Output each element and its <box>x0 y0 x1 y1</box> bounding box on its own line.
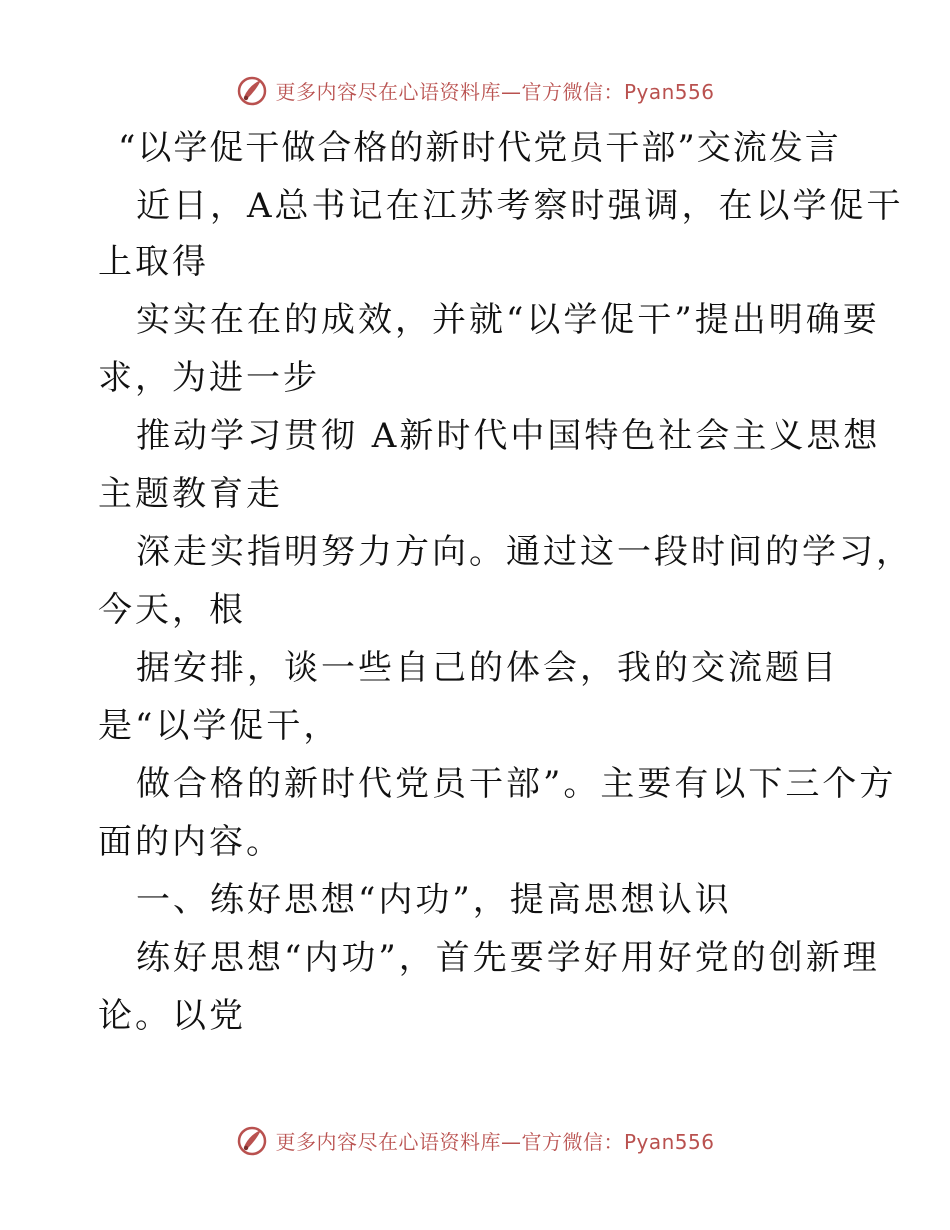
footer-banner-text: 更多内容尽在心语资料库—官方微信：Pyan556 <box>275 1129 715 1154</box>
paragraph-line: 深走实指明努力方向。通过这一段时间的学习， <box>136 532 913 572</box>
paragraph-line: 主题教育走 <box>98 474 283 514</box>
header-banner <box>0 70 950 110</box>
paragraph-line: 上取得 <box>98 242 209 282</box>
paragraph-line: 是“以学促干， <box>98 706 341 746</box>
paragraph-line: 论。以党 <box>98 996 246 1036</box>
header-banner-text: 更多内容尽在心语资料库—官方微信：Pyan556 <box>275 79 715 104</box>
brush-logo-icon <box>235 1123 269 1157</box>
paragraph-line: 实实在在的成效，并就“以学促干”提出明确要 <box>136 300 880 340</box>
paragraph-line: 推动学习贯彻 A新时代中国特色社会主义思想 <box>136 416 881 456</box>
paragraph-line: 练好思想“内功”，首先要学好用好党的创新理 <box>136 938 880 978</box>
section-heading: 一、练好思想“内功”，提高思想认识 <box>136 880 732 920</box>
paragraph-line: 面的内容。 <box>98 822 283 862</box>
document-title: “以学促干做合格的新时代党员干部”交流发言 <box>118 128 841 168</box>
paragraph-line: 求，为进一步 <box>98 358 320 398</box>
footer-banner <box>0 1120 950 1160</box>
paragraph-line: 今天，根 <box>98 590 246 630</box>
brush-logo-icon <box>235 73 269 107</box>
paragraph-line: 做合格的新时代党员干部”。主要有以下三个方 <box>136 764 897 804</box>
paragraph-line: 近日，A总书记在江苏考察时强调，在以学促干 <box>136 186 904 226</box>
paragraph-line: 据安排，谈一些自己的体会，我的交流题目 <box>136 648 839 688</box>
